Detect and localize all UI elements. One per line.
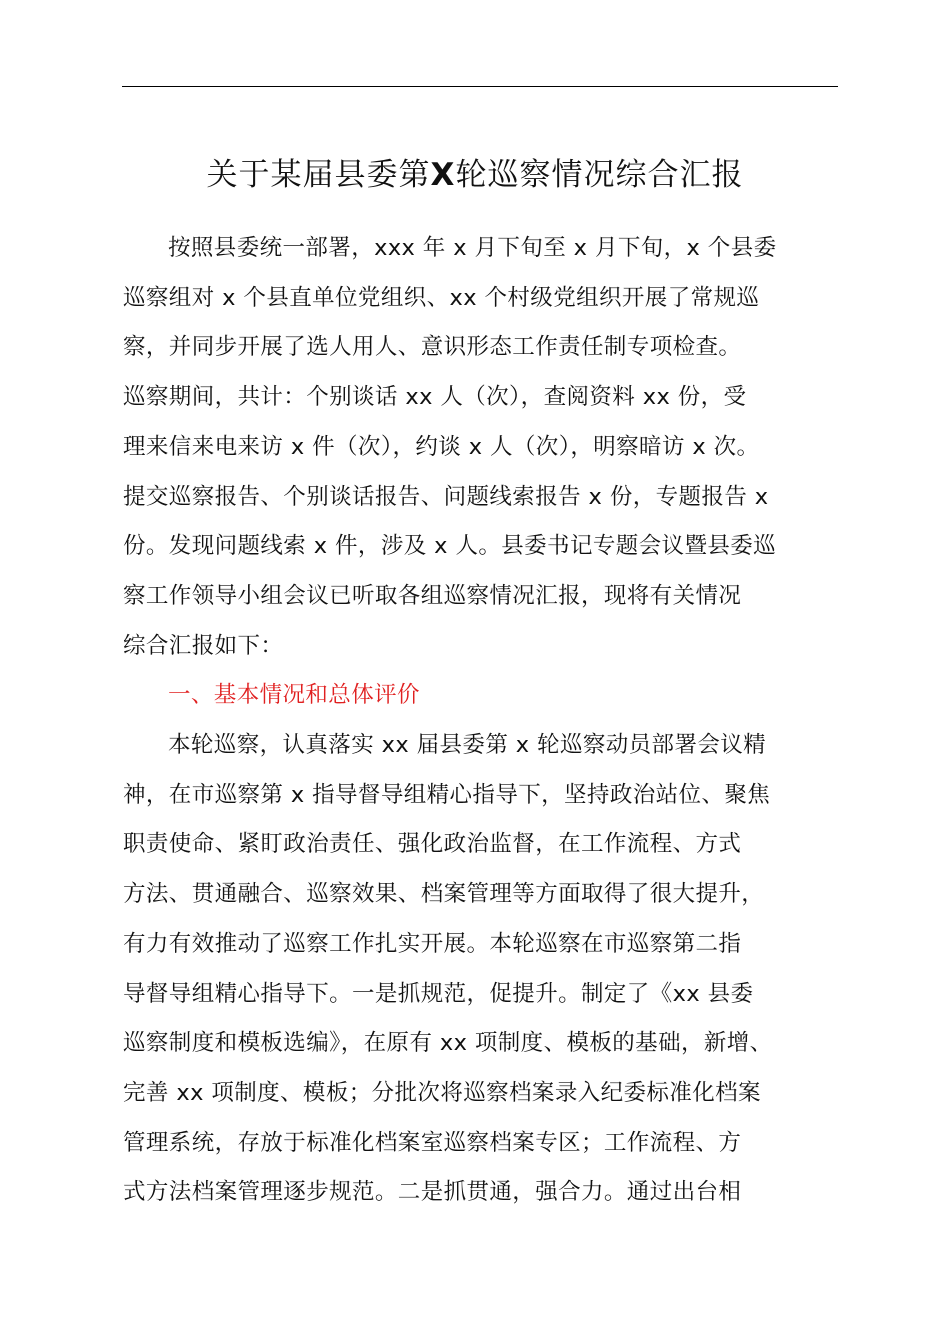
- title-suffix: 轮巡察情况综合汇报: [455, 157, 744, 193]
- intro-paragraph: [123, 224, 843, 671]
- intro-line: 察，并同步开展了选人用人、意识形态工作责任制专项检查。: [123, 334, 742, 361]
- intro-line: 综合汇报如下：: [123, 632, 284, 659]
- document-body: [123, 224, 843, 1218]
- section1-line: 导督导组精心指导下。一是抓规范，促提升。制定了《xx 县委: [123, 980, 754, 1007]
- intro-line: 巡察组对 x 个县直单位党组织、xx 个村级党组织开展了常规巡: [123, 284, 760, 311]
- section1-line: 本轮巡察，认真落实 xx 届县委第 x 轮巡察动员部署会议精: [168, 732, 767, 759]
- section1-line: 方法、贯通融合、巡察效果、档案管理等方面取得了很大提升，: [123, 881, 765, 908]
- section1-line: 职责使命、紧盯政治责任、强化政治监督，在工作流程、方式: [123, 831, 742, 858]
- document-title: [0, 150, 950, 200]
- intro-line: 份。发现问题线索 x 件，涉及 x 人。县委书记专题会议暨县委巡: [123, 533, 777, 560]
- section1-line: 式方法档案管理逐步规范。二是抓贯通，强合力。通过出台相: [123, 1179, 742, 1206]
- section1-line: 有力有效推动了巡察工作扎实开展。本轮巡察在市巡察第二指: [123, 930, 742, 957]
- intro-line: 提交巡察报告、个别谈话报告、问题线索报告 x 份，专题报告 x: [123, 483, 769, 510]
- intro-line: 理来信来电来访 x 件（次），约谈 x 人（次），明察暗访 x 次。: [123, 433, 760, 460]
- section1-line: 管理系统，存放于标准化档案室巡察档案专区；工作流程、方: [123, 1129, 742, 1156]
- section1-line: 神，在市巡察第 x 指导督导组精心指导下，坚持政治站位、聚焦: [123, 781, 771, 808]
- section1-line: 完善 xx 项制度、模板；分批次将巡察档案录入纪委标准化档案: [123, 1079, 761, 1106]
- intro-line: 按照县委统一部署，xxx 年 x 月下旬至 x 月下旬，x 个县委: [168, 235, 777, 261]
- section1-line: 巡察制度和模板选编》，在原有 xx 项制度、模板的基础，新增、: [123, 1030, 773, 1057]
- section1-paragraph: [123, 721, 843, 1218]
- title-prefix: 关于某届县委第: [206, 157, 431, 193]
- intro-line: 察工作领导小组会议已听取各组巡察情况汇报，现将有关情况: [123, 582, 742, 609]
- intro-line: 巡察期间，共计：个别谈话 xx 人（次），查阅资料 xx 份，受: [123, 384, 747, 411]
- section-heading: 一、基本情况和总体评价: [168, 682, 420, 709]
- header-rule: [122, 86, 838, 87]
- title-bold-x: X: [430, 157, 456, 193]
